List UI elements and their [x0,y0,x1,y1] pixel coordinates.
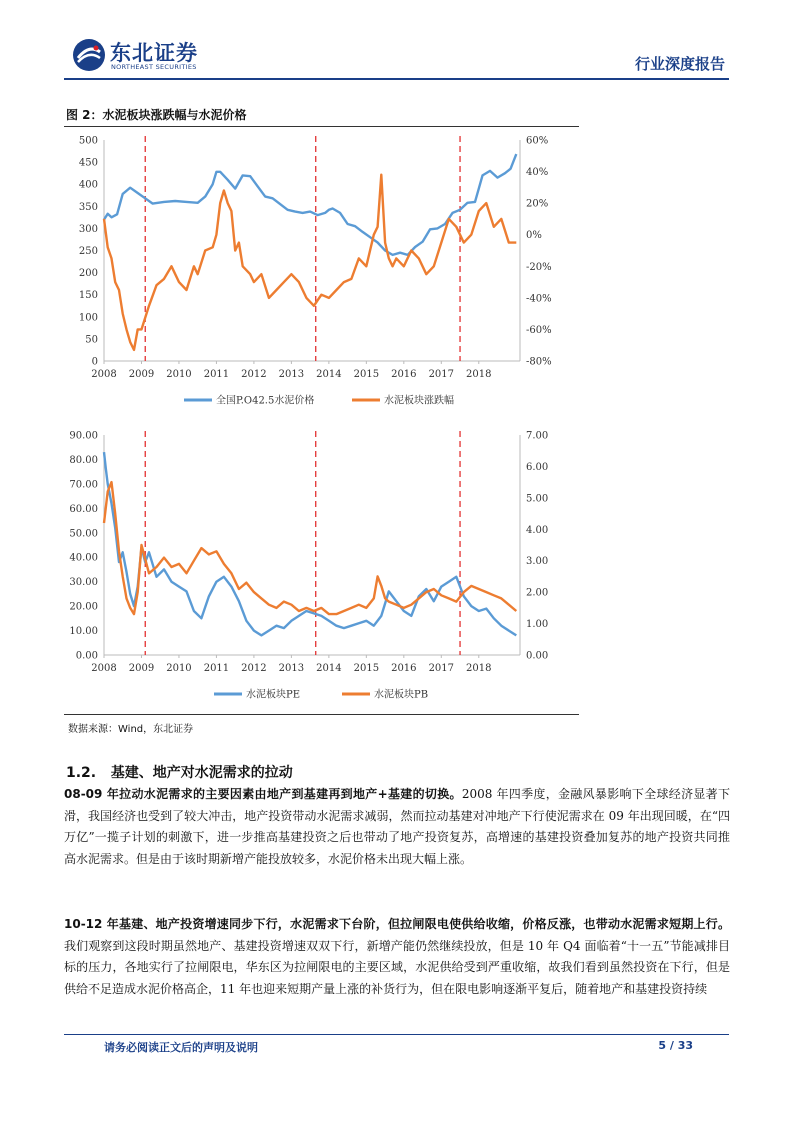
y-right-tick-label: -80% [526,356,552,368]
company-name-en: NORTHEAST SECURITIES [111,63,197,71]
x-tick-label: 2017 [428,663,455,674]
section-heading [66,762,293,782]
company-name-cn: 东北证券 [110,41,198,65]
y-left-tick-label: 50.00 [69,528,98,540]
y-left-tick-label: 250 [78,246,98,257]
x-tick-label: 2017 [428,369,455,380]
section-title: 基建、地产对水泥需求的拉动 [110,765,293,781]
y-left-tick-label: 150 [78,290,98,302]
y-left-tick-label: 200 [78,268,98,280]
x-tick-label: 2016 [391,369,417,380]
figure-source: 数据来源：Wind，东北证券 [68,724,194,735]
y-right-tick-label: -40% [526,293,552,305]
x-tick-label: 2014 [316,369,342,380]
page-number: 5 / 33 [658,1039,693,1052]
y-right-tick-label: 2.00 [526,587,549,599]
x-tick-label: 2018 [466,369,492,380]
section-number: 1.2. [66,765,97,781]
y-left-tick-label: 0 [91,356,98,368]
y-left-tick-label: 100 [78,312,98,324]
x-tick-label: 2014 [316,663,342,674]
y-left-tick-label: 350 [78,201,98,213]
y-left-tick-label: 60.00 [69,503,98,515]
y-left-tick-label: 70.00 [69,479,98,491]
paragraph-2-lead: 10-12 年基建、地产投资增速同步下行，水泥需求下台阶，但拉闸限电使供给收缩，价格反涨，也带动水泥需求短期上行。 [64,917,730,931]
series-line-1 [104,154,516,255]
series-line-2 [104,482,516,614]
x-tick-label: 2018 [466,663,492,674]
y-right-tick-label: 6.00 [526,461,549,473]
y-left-tick-label: 50 [85,334,98,346]
footer-disclaimer: 请务必阅读正文后的声明及说明 [104,1041,258,1054]
y-left-tick-label: 90.00 [69,430,98,442]
y-right-tick-label: 3.00 [526,556,549,568]
x-tick-label: 2013 [278,663,305,674]
chart-cement-price-vs-sector [64,130,579,410]
paragraph-2 [64,914,730,1000]
x-tick-label: 2011 [203,369,230,380]
x-tick-label: 2012 [241,369,267,380]
paragraph-1-lead: 08-09 年拉动水泥需求的主要因素由地产到基建再到地产+基建的切换。 [64,787,462,801]
y-left-tick-label: 10.00 [69,626,98,638]
x-tick-label: 2010 [166,369,192,380]
legend-label-2: 水泥板块PB [374,689,429,701]
series-line-1 [104,452,516,635]
y-left-tick-label: 0.00 [75,650,98,662]
y-right-tick-label: 4.00 [526,524,549,536]
y-right-tick-label: -60% [526,324,552,336]
company-logo-icon [72,38,106,72]
x-tick-label: 2016 [391,663,417,674]
x-tick-label: 2009 [128,663,155,674]
figure-bottom-rule [64,714,579,715]
y-left-tick-label: 500 [78,135,98,147]
y-right-tick-label: 7.00 [526,430,549,442]
legend-label-2: 水泥板块涨跌幅 [384,395,454,407]
y-right-tick-label: 0% [526,230,542,242]
x-tick-label: 2008 [91,663,117,674]
x-tick-label: 2009 [128,369,155,380]
x-tick-label: 2010 [166,663,192,674]
header [0,0,793,80]
y-right-tick-label: 60% [526,135,549,147]
x-tick-label: 2011 [203,663,230,674]
figure-title: 图 2：水泥板块涨跌幅与水泥价格 [66,108,247,122]
figure-title-rule [64,126,579,127]
header-divider [64,78,729,80]
y-left-tick-label: 20.00 [69,601,98,613]
x-tick-label: 2015 [353,663,380,674]
report-type: 行业深度报告 [634,55,725,73]
x-tick-label: 2013 [278,369,305,380]
y-left-tick-label: 300 [78,223,98,235]
y-left-tick-label: 450 [78,157,98,169]
x-tick-label: 2012 [241,663,267,674]
paragraph-2-body: 我们观察到这段时期虽然地产、基建投资增速双双下行，新增产能仍然继续投放，但是 10 年 Q4 面临着“十一五”节能减排目标的压力，各地实行了拉闸限电，华东区为拉闸限电的主要区域，水泥供给受到严重收缩，故我们看到虽然投资在下行，但是供给不足造成水泥价格高企，11 年也迎来短期产量上涨的补货行为，但在限电影响逐渐平复后，随着地产和基建投资持续 [64,938,730,996]
y-right-tick-label: -20% [526,261,552,273]
x-tick-label: 2008 [91,369,117,380]
y-left-tick-label: 80.00 [69,454,98,466]
y-left-tick-label: 400 [78,179,98,191]
x-tick-label: 2015 [353,369,380,380]
y-right-tick-label: 5.00 [526,493,549,505]
footer-divider [64,1034,729,1035]
chart-sector-pe-pb [64,425,579,710]
legend-label-1: 水泥板块PE [246,689,301,701]
y-left-tick-label: 40.00 [69,552,98,564]
y-right-tick-label: 20% [526,198,549,210]
y-left-tick-label: 30.00 [69,577,98,589]
y-right-tick-label: 1.00 [526,619,549,631]
y-right-tick-label: 0.00 [526,650,549,662]
paragraph-1-body: 2008 年四季度，金融风暴影响下全球经济显著下滑，我国经济也受到了较大冲击，地产投资带动水泥需求减弱，然而拉动基建对冲地产下行使泥需求在 09 年出现回暖，在“四万亿”一揽子计划的刺激下，进一步推高基建投资之后也带动了地产投资复苏，高增速的基建投资叠加复苏的地产投资共同推高水泥需求。但是由于该时期新增产能投放较多，水泥价格未出现大幅上涨。 [64,787,730,866]
legend-label-1: 全国P.O42.5水泥价格 [216,395,315,407]
y-right-tick-label: 40% [526,167,549,179]
paragraph-1 [64,784,730,870]
